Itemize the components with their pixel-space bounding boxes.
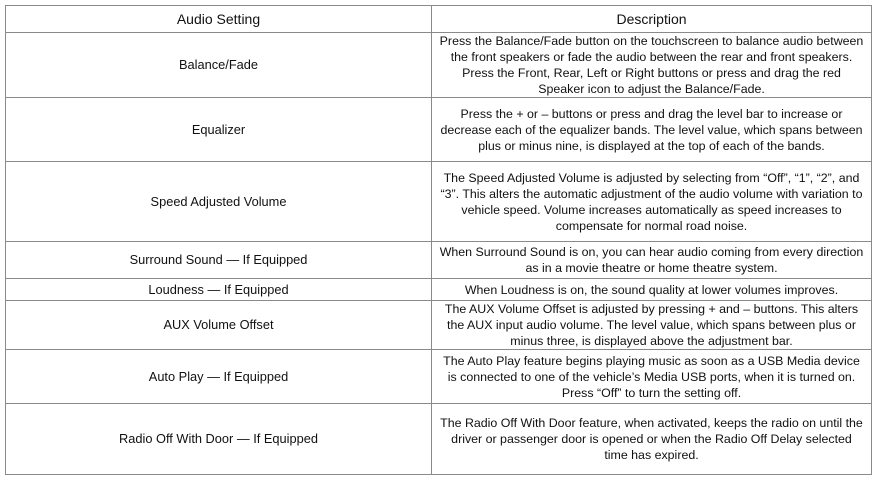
setting-description: When Loudness is on, the sound quality at lower volumes improves. — [432, 279, 872, 301]
setting-description: The AUX Volume Offset is adjusted by pressing + and – buttons. This alters the AUX input audio volume. The level value, which spans between plus or minus three, is displayed above the adjustment bar. — [432, 301, 872, 350]
table-row — [6, 301, 872, 350]
setting-name: Equalizer — [6, 98, 432, 162]
table-row — [6, 350, 872, 404]
setting-name: Radio Off With Door — If Equipped — [6, 404, 432, 475]
setting-name: Speed Adjusted Volume — [6, 162, 432, 242]
header-audio-setting: Audio Setting — [6, 6, 432, 33]
setting-description: The Auto Play feature begins playing music as soon as a USB Media device is connected to one of the vehicle’s Media USB ports, when it is turned on. Press “Off” to turn the setting off. — [432, 350, 872, 404]
table-row — [6, 404, 872, 475]
table-row — [6, 279, 872, 301]
table-row — [6, 162, 872, 242]
table-row — [6, 98, 872, 162]
setting-name: Balance/Fade — [6, 33, 432, 98]
setting-description: Press the + or – buttons or press and drag the level bar to increase or decrease each of the equalizer bands. The level value, which spans between plus or minus nine, is displayed at the top of each of the bands. — [432, 98, 872, 162]
header-description: Description — [432, 6, 872, 33]
table-row — [6, 33, 872, 98]
audio-settings-table — [5, 5, 872, 475]
setting-name: AUX Volume Offset — [6, 301, 432, 350]
setting-name: Auto Play — If Equipped — [6, 350, 432, 404]
header-row — [6, 6, 872, 33]
setting-description: The Speed Adjusted Volume is adjusted by selecting from “Off”, “1”, “2”, and “3”. This alters the automatic adjustment of the audio volume with variation to vehicle speed. Volume increases automatically as speed increases to compensate for normal road noise. — [432, 162, 872, 242]
setting-description: Press the Balance/Fade button on the touchscreen to balance audio between the front speakers or fade the audio between the rear and front speakers. Press the Front, Rear, Left or Right buttons or press and drag the red Speaker icon to adjust the Balance/Fade. — [432, 33, 872, 98]
table-row — [6, 242, 872, 279]
setting-description: When Surround Sound is on, you can hear audio coming from every direction as in a movie theatre or home theatre system. — [432, 242, 872, 279]
setting-name: Surround Sound — If Equipped — [6, 242, 432, 279]
setting-description: The Radio Off With Door feature, when activated, keeps the radio on until the driver or passenger door is opened or when the Radio Off Delay selected time has expired. — [432, 404, 872, 475]
setting-name: Loudness — If Equipped — [6, 279, 432, 301]
